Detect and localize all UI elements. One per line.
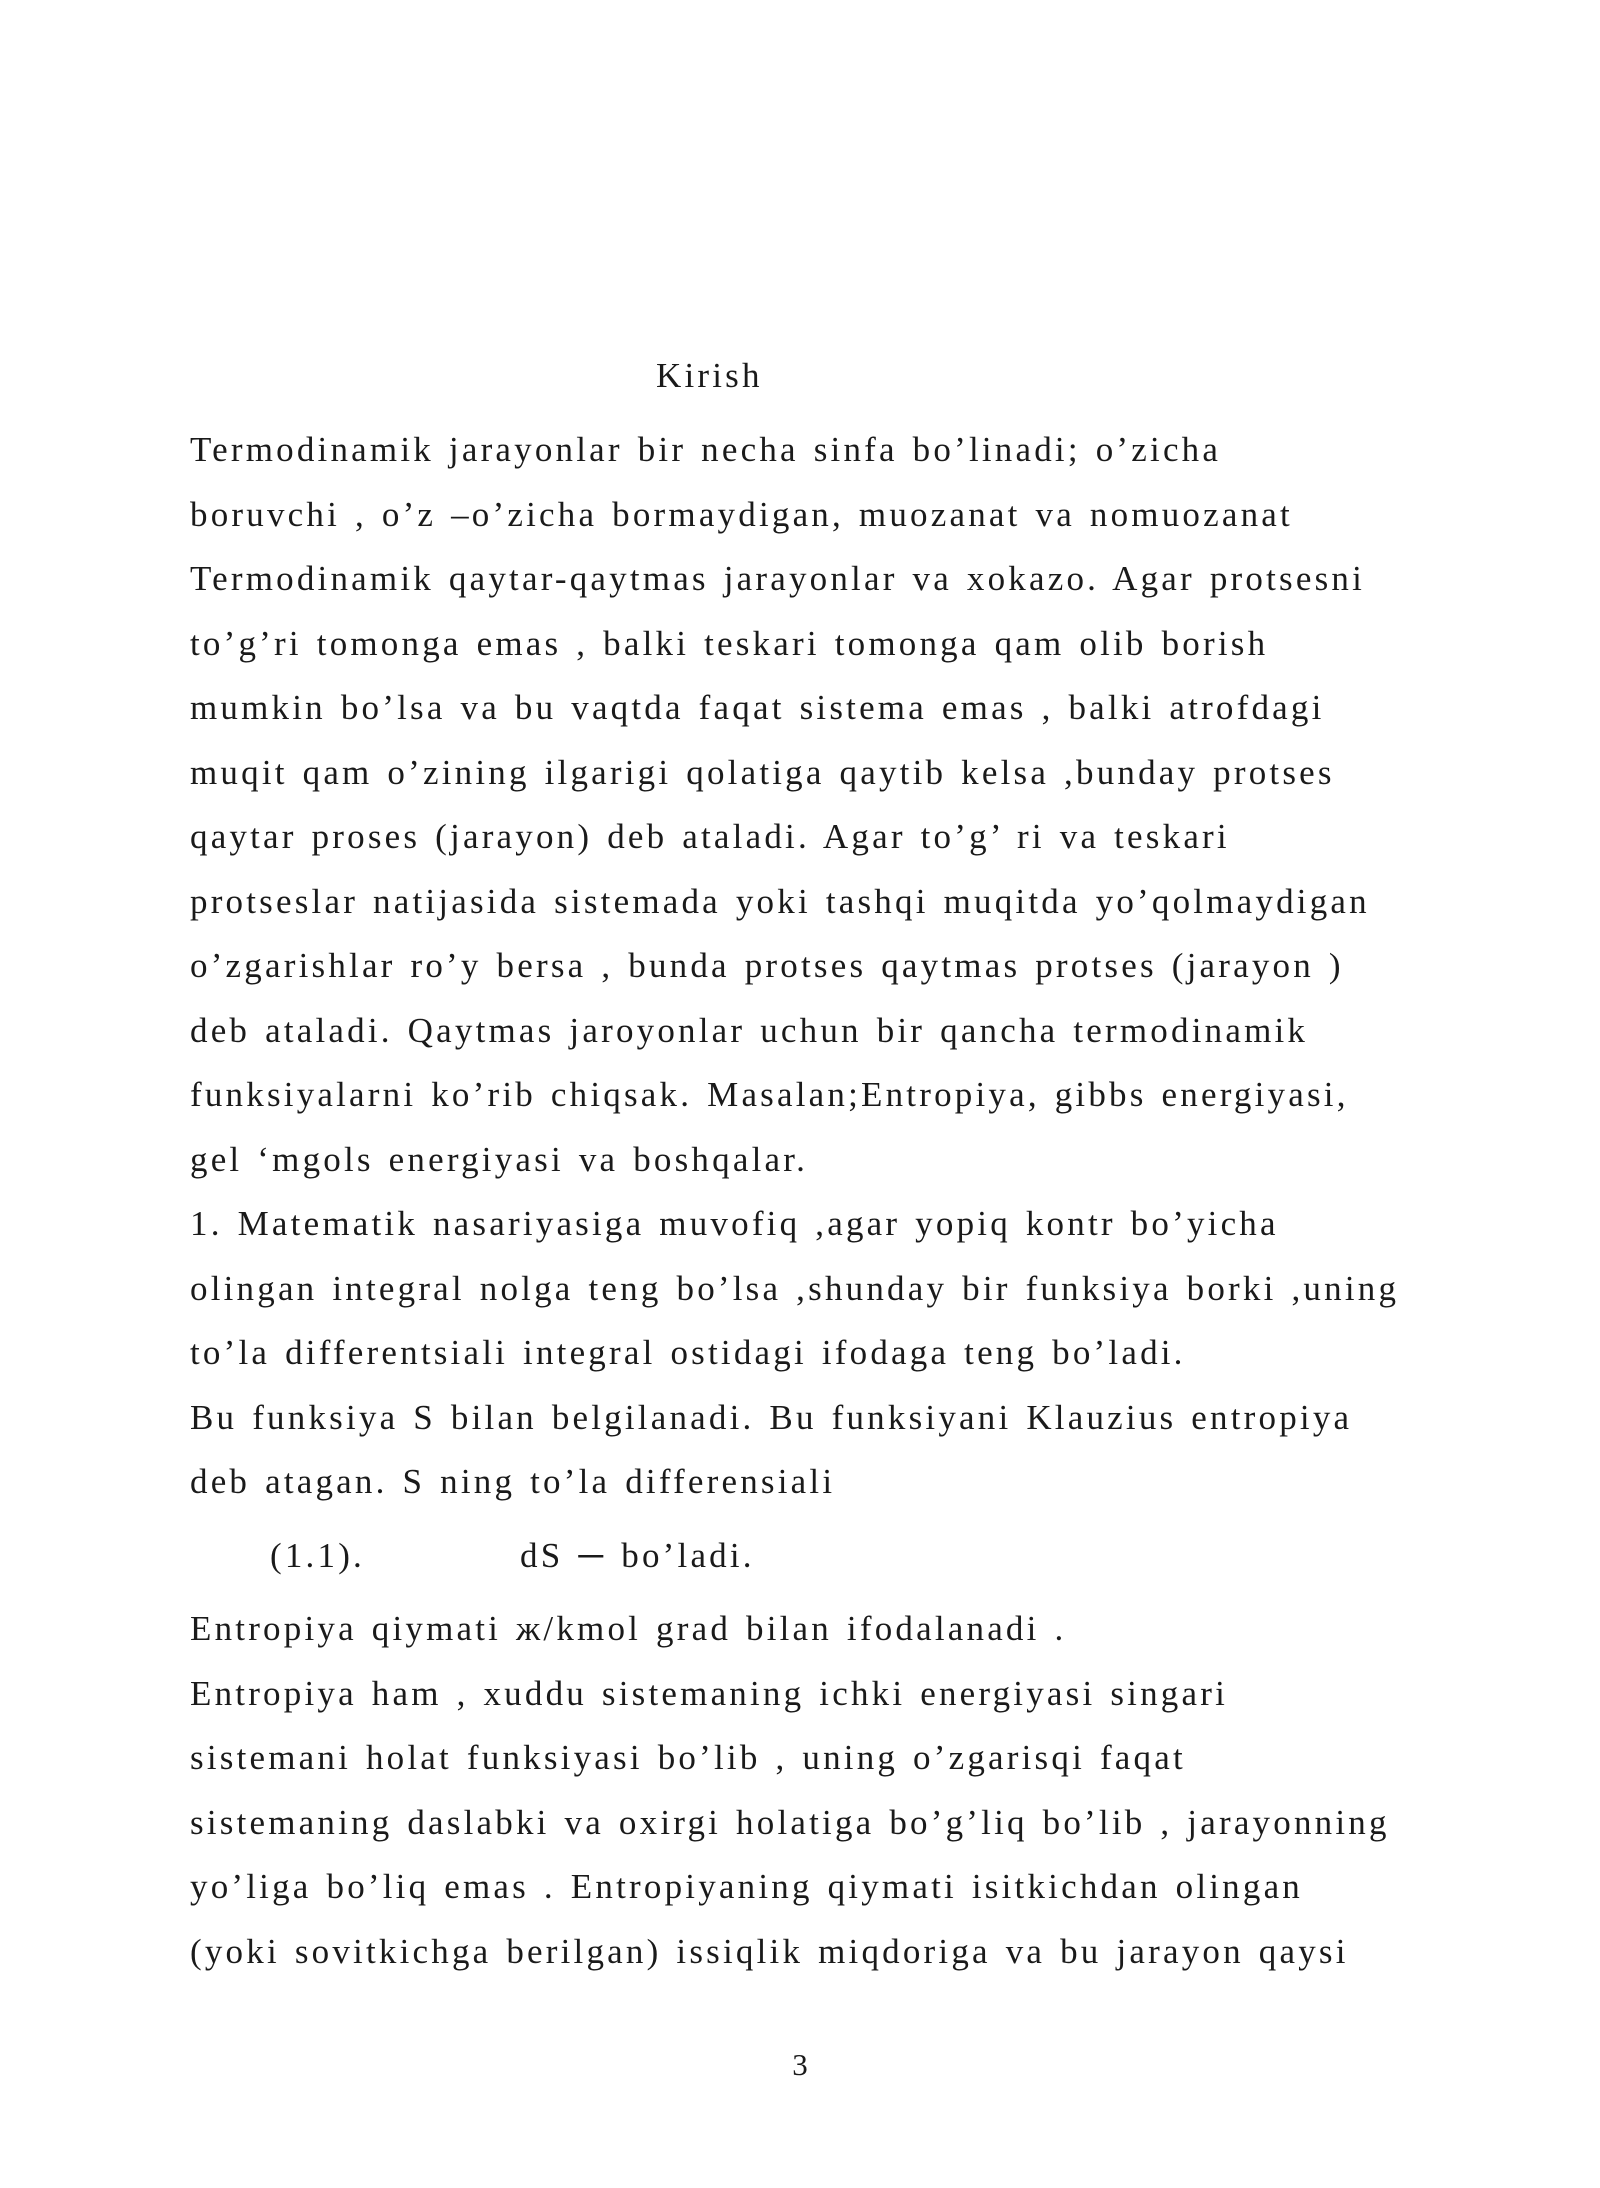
body-text (190, 418, 1510, 1984)
paragraph-line: deb atagan. S ning to’la differensiali (190, 1462, 836, 1501)
paragraph-line: qaytar proses (jarayon) deb ataladi. Agar to’g’ ri va teskari (190, 817, 1230, 856)
equation-number: (1.1). (270, 1535, 366, 1575)
paragraph-line: deb ataladi. Qaytmas jaroyonlar uchun bir qancha termodinamik (190, 1010, 1309, 1050)
equation-expression: dS ─ bo’ladi. (520, 1535, 755, 1575)
paragraph-line: boruvchi , o’z –o’zicha bormaydigan, muozanat va nomuozanat (190, 494, 1293, 534)
paragraph-line: to’la differentsiali integral ostidagi ifodaga teng bo’ladi. (190, 1333, 1186, 1372)
paragraph-line: Bu funksiya S bilan belgilanadi. Bu funksiyani Klauzius entropiya (190, 1397, 1353, 1437)
paragraph-line: Termodinamik qaytar-qaytmas jarayonlar va xokazo. Agar protsesni (190, 559, 1366, 598)
paragraph-line: sistemaning daslabki va oxirgi holatiga bo’g’liq bo’lib , jarayonning (190, 1802, 1390, 1842)
paragraph-line: (yoki sovitkichga berilgan) issiqlik miqdoriga va bu jarayon qaysi (190, 1931, 1349, 1971)
paragraph-line: Entropiya qiymati ж/kmol grad bilan ifodalanadi . (190, 1609, 1067, 1648)
paragraph-line: funksiyalarni ko’rib chiqsak. Masalan;Entropiya, gibbs energiyasi, (190, 1075, 1349, 1114)
paragraph-line: gel ‘mgols energiyasi va boshqalar. (190, 1139, 809, 1179)
section-title: Kirish (656, 356, 763, 395)
paragraph-line: protseslar natijasida sistemada yoki tashqi muqitda yo’qolmaydigan (190, 881, 1370, 921)
paragraph-line: o’zgarishlar ro’y bersa , bunda protses qaytmas protses (jarayon ) (190, 946, 1344, 985)
paragraph-line: olingan integral nolga teng bo’lsa ,shunday bir funksiya borki ,uning (190, 1268, 1400, 1308)
paragraph-line: sistemani holat funksiyasi bo’lib , uning o’zgarisqi faqat (190, 1738, 1186, 1777)
paragraph-line: Termodinamik jarayonlar bir necha sinfa bo’linadi; o’zicha (190, 430, 1222, 469)
page-number: 3 (792, 2047, 808, 2082)
paragraph-line: Entropiya ham , xuddu sistemaning ichki energiyasi singari (190, 1673, 1229, 1713)
paragraph-line: 1. Matematik nasariyasiga muvofiq ,agar yopiq kontr bo’yicha (190, 1204, 1279, 1243)
paragraph-line: muqit qam o’zining ilgarigi qolatiga qaytib kelsa ,bunday protses (190, 752, 1335, 792)
paragraph-line: yo’liga bo’liq emas . Entropiyaning qiymati isitkichdan olingan (190, 1867, 1303, 1906)
equation-line (190, 1524, 1510, 1589)
paragraph-line: mumkin bo’lsa va bu vaqtda faqat sistema emas , balki atrofdagi (190, 688, 1325, 727)
paragraph-line: to’g’ri tomonga emas , balki teskari tomonga qam olib borish (190, 623, 1269, 663)
